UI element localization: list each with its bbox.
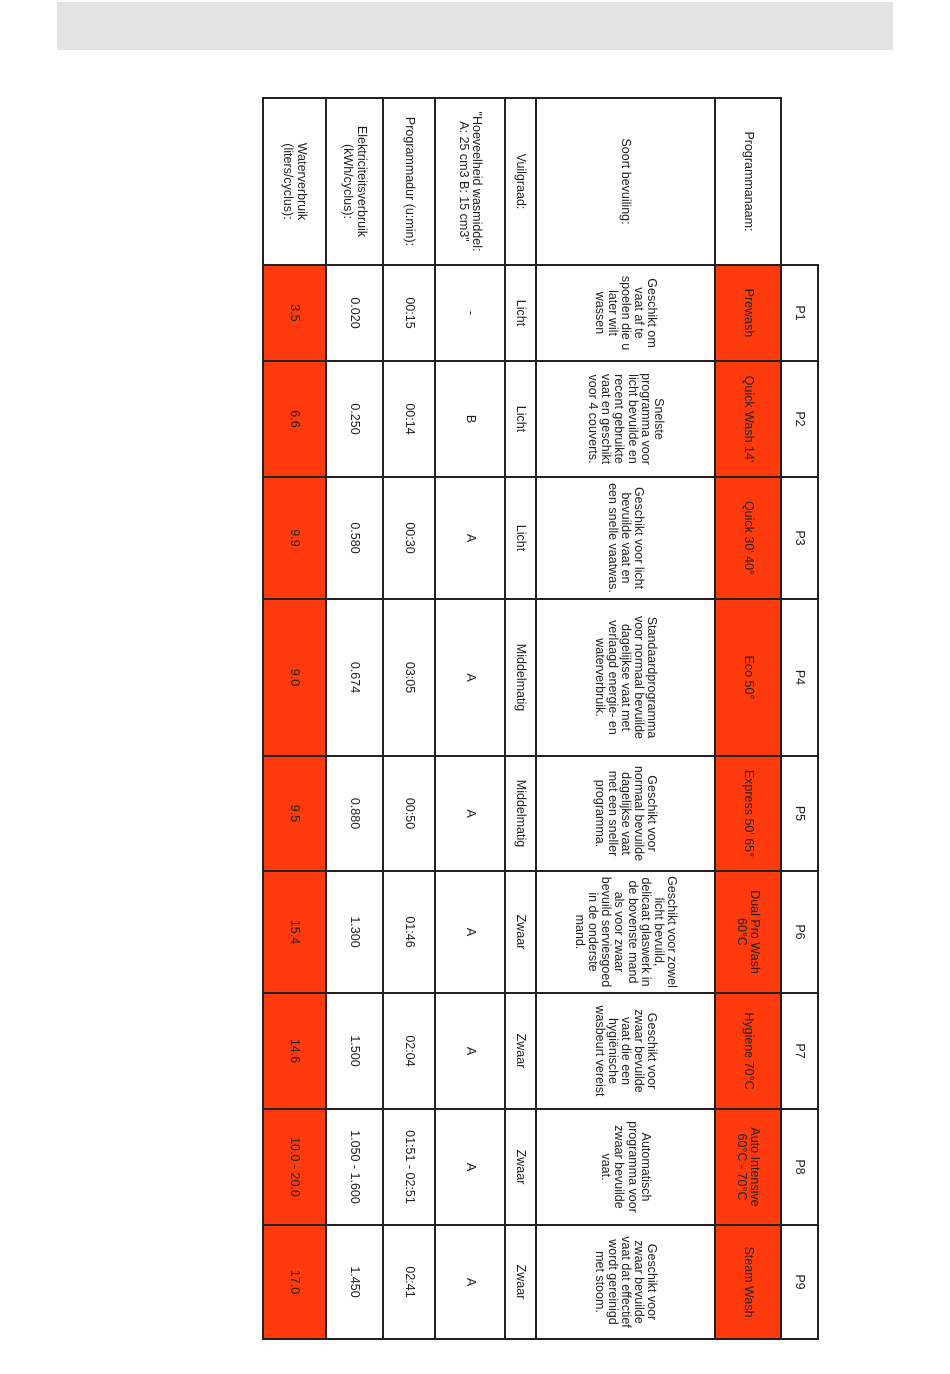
row-label-water: Waterverbruik (liters/cyclus):	[263, 98, 326, 265]
program-name-cell: Quick 30' 40°	[715, 477, 781, 599]
load-type-cell: Standaardprogramma voor normaal bevuilde dagelijkse vaat met verlaagd energie- en waterverbruik.	[536, 599, 715, 756]
energy-cell: 1.300	[326, 871, 383, 993]
program-name-cell: Auto Intensive 60°C - 70°C	[715, 1109, 781, 1225]
duration-cell: 01:51 - 02:51	[383, 1109, 435, 1225]
soil-level-cell: Licht	[505, 361, 536, 477]
program-name-cell: Prewash	[715, 265, 781, 361]
load-type-cell: Automatisch programma voor zwaar bevuilde vaat.	[536, 1109, 715, 1225]
load-type-cell: Geschikt voor zwaar bevuilde vaat die een hygiënische wasbeurt vereist	[536, 993, 715, 1109]
load-type-cell: Geschikt voor zowel licht bevuild, delicaat glaswerk in de bovenste mand als voor zwaar bevuild serviesgoed in de onderste mand.	[536, 871, 715, 993]
soil-level-cell: Zwaar	[505, 871, 536, 993]
program-table	[262, 97, 819, 1340]
detergent-cell: B	[435, 361, 505, 477]
duration-cell: 00:14	[383, 361, 435, 477]
program-name-row	[715, 98, 781, 1339]
duration-cell: 02:04	[383, 993, 435, 1109]
program-table-container	[264, 97, 819, 1328]
water-cell: 14.6	[263, 993, 326, 1109]
energy-cell: 1.450	[326, 1225, 383, 1339]
program-code: P8	[781, 1109, 818, 1225]
program-name-cell: Steam Wash	[715, 1225, 781, 1339]
detergent-row	[435, 98, 505, 1339]
program-code: P1	[781, 265, 818, 361]
row-label-duration: Programmadur (u:min):	[383, 98, 435, 265]
duration-cell: 00:50	[383, 756, 435, 871]
duration-cell: 03:05	[383, 599, 435, 756]
soil-level-cell: Licht	[505, 477, 536, 599]
program-code: P7	[781, 993, 818, 1109]
water-cell: 3.5	[263, 265, 326, 361]
duration-cell: 01:46	[383, 871, 435, 993]
soil-level-row	[505, 98, 536, 1339]
program-name-cell: Dual Pro Wash 60°C	[715, 871, 781, 993]
energy-cell: 1.500	[326, 993, 383, 1109]
load-type-cell: Geschikt voor zwaar bevuilde vaat dat effectief wordt gereinigd met stoom.	[536, 1225, 715, 1339]
detergent-cell: A	[435, 1225, 505, 1339]
water-cell: 9.0	[263, 599, 326, 756]
program-name-cell: Eco 50°	[715, 599, 781, 756]
energy-cell: 1.050 - 1.600	[326, 1109, 383, 1225]
water-cell: 15.4	[263, 871, 326, 993]
program-code: P6	[781, 871, 818, 993]
duration-cell: 02:41	[383, 1225, 435, 1339]
program-code: P4	[781, 599, 818, 756]
duration-cell: 00:15	[383, 265, 435, 361]
water-cell: 17.0	[263, 1225, 326, 1339]
load-type-cell: Snelste programma voor licht bevuilde en recent gebruikte vaat en geschikt voor 4 couverts.	[536, 361, 715, 477]
water-row	[263, 98, 326, 1339]
page-header-bar	[57, 2, 893, 50]
soil-level-cell: Middelmatig	[505, 756, 536, 871]
program-name-cell: Hygiene 70°C	[715, 993, 781, 1109]
load-type-cell: Geschikt voor normaal bevuilde dagelijkse vaat met een sneller programma.	[536, 756, 715, 871]
load-type-cell: Geschikt voor licht bevuilde vaat en een snelle vaatwas.	[536, 477, 715, 599]
program-name-cell: Quick Wash 14'	[715, 361, 781, 477]
soil-level-cell: Zwaar	[505, 1109, 536, 1225]
load-type-cell: Geschikt om vaat af te spoelen die u later wilt wassen	[536, 265, 715, 361]
row-label-detergent: "Hoeveelheid wasmiddel: A: 25 cm3 B: 15 cm3"	[435, 98, 505, 265]
program-code-row	[781, 98, 818, 1339]
energy-cell: 0.580	[326, 477, 383, 599]
soil-level-cell: Zwaar	[505, 993, 536, 1109]
program-code: P3	[781, 477, 818, 599]
detergent-cell: A	[435, 599, 505, 756]
energy-cell: 0.020	[326, 265, 383, 361]
detergent-cell: A	[435, 1109, 505, 1225]
program-code: P2	[781, 361, 818, 477]
energy-cell: 0.880	[326, 756, 383, 871]
row-label-load-type: Soort bevuiling:	[536, 98, 715, 265]
corner-cell	[781, 98, 818, 265]
detergent-cell: A	[435, 477, 505, 599]
water-cell: 10.0 - 20.0	[263, 1109, 326, 1225]
energy-cell: 0.250	[326, 361, 383, 477]
detergent-cell: A	[435, 756, 505, 871]
duration-row	[383, 98, 435, 1339]
energy-row	[326, 98, 383, 1339]
soil-level-cell: Middelmatig	[505, 599, 536, 756]
load-type-row	[536, 98, 715, 1339]
program-code: P5	[781, 756, 818, 871]
water-cell: 9.5	[263, 756, 326, 871]
water-cell: 6.6	[263, 361, 326, 477]
row-label-soil-level: Vuilgraad:	[505, 98, 536, 265]
program-code: P9	[781, 1225, 818, 1339]
program-name-cell: Express 50' 65°	[715, 756, 781, 871]
detergent-cell: -	[435, 265, 505, 361]
row-label-energy: Elektriciteitsverbruik (kWh/cyclus):	[326, 98, 383, 265]
detergent-cell: A	[435, 871, 505, 993]
soil-level-cell: Licht	[505, 265, 536, 361]
water-cell: 9.9	[263, 477, 326, 599]
detergent-cell: A	[435, 993, 505, 1109]
soil-level-cell: Zwaar	[505, 1225, 536, 1339]
row-label-program-name: Programmanaam:	[715, 98, 781, 265]
energy-cell: 0.674	[326, 599, 383, 756]
duration-cell: 00:30	[383, 477, 435, 599]
